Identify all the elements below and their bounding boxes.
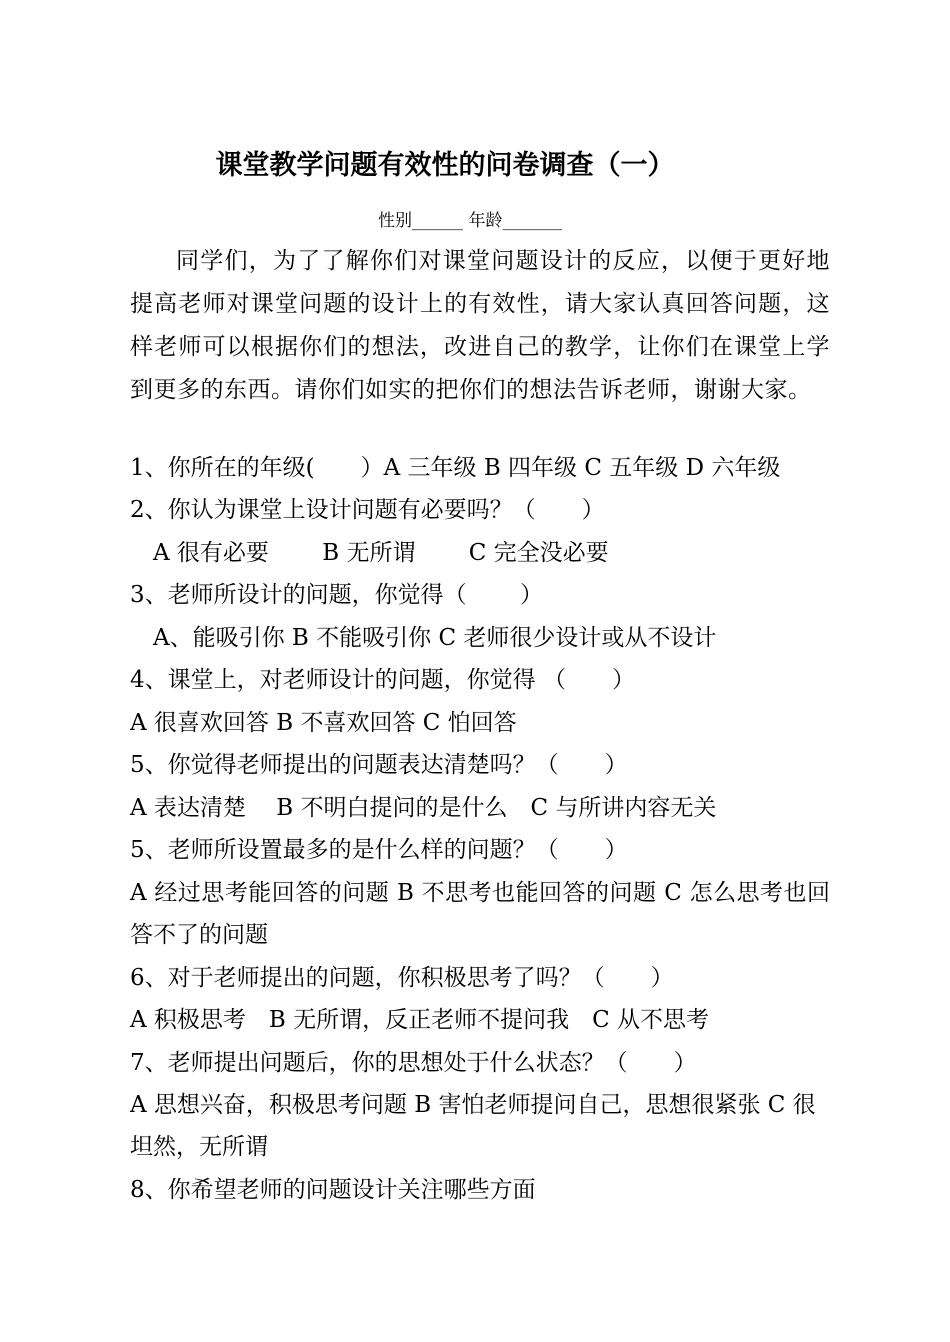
question-2: 2、你认为课堂上设计问题有必要吗？（ ） <box>130 497 605 523</box>
question-4: 4、课堂上，对老师设计的问题，你觉得 （ ） <box>130 667 635 693</box>
question-7-options: A 思想兴奋，积极思考问题 B 害怕老师提问自己，思想很紧张 C 很坦然，无所谓 <box>130 1092 816 1160</box>
question-8: 8、你希望老师的问题设计关注哪些方面 <box>130 1177 536 1203</box>
question-6: 6、对于老师提出的问题，你积极思考了吗？（ ） <box>130 965 674 991</box>
intro-paragraph: 同学们，为了了解你们对课堂问题设计的反应，以便于更好地提高老师对课堂问题的设计上的有效性，请大家认真回答问题，这样老师可以根据你们的想法，改进自己的教学，让你们在课堂上学到更多的东西。请你们如实的把你们的想法告诉老师，谢谢大家。 <box>130 248 830 403</box>
question-1: 1、你所在的年级( ）A 三年级 B 四年级 C 五年级 D 六年级 <box>130 455 781 481</box>
question-5b: 5、老师所设置最多的是什么样的问题？（ ） <box>130 837 628 863</box>
question-5b-options: A 经过思考能回答的问题 B 不思考也能回答的问题 C 怎么思考也回答不了的问题 <box>130 880 830 948</box>
page-title: 课堂教学问题有效性的问卷调查（一） <box>215 150 675 181</box>
question-7: 7、老师提出问题后，你的思想处于什么状态？（ ） <box>130 1050 697 1076</box>
question-5a-options: A 表达清楚 B 不明白提问的是什么 C 与所讲内容无关 <box>130 795 717 821</box>
question-3-options: A、能吸引你 B 不能吸引你 C 老师很少设计或从不设计 <box>130 625 717 651</box>
question-2-options: A 很有必要 B 无所谓 C 完全没必要 <box>130 540 609 566</box>
gender-age-line: 性别______ 年龄_______ <box>378 211 562 231</box>
question-5a: 5、你觉得老师提出的问题表达清楚吗？（ ） <box>130 752 628 778</box>
question-4-options: A 很喜欢回答 B 不喜欢回答 C 怕回答 <box>130 710 517 736</box>
question-3: 3、老师所设计的问题，你觉得（ ） <box>130 582 543 608</box>
question-6-options: A 积极思考 B 无所谓，反正老师不提问我 C 从不思考 <box>130 1007 710 1033</box>
